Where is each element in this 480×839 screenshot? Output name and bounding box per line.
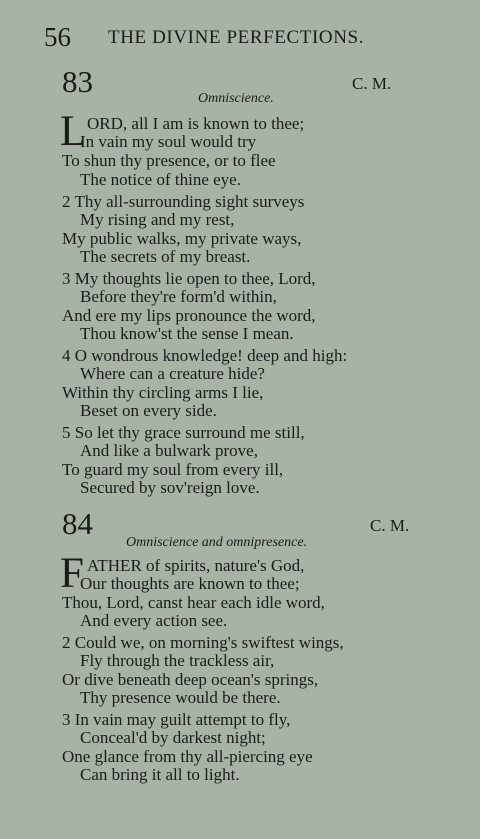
verse-line: Beset on every side. — [80, 401, 217, 420]
verse-line: 2 Thy all-surrounding sight surveys — [62, 192, 305, 211]
verse-line: Within thy circling arms I lie, — [62, 383, 264, 402]
verse-line: Our thoughts are known to thee; — [80, 574, 300, 593]
verse-line: To guard my soul from every ill, — [62, 460, 284, 479]
running-title: THE DIVINE PERFECTIONS. — [108, 27, 365, 48]
drop-cap: F — [60, 550, 84, 597]
verse-line: Thou, Lord, canst hear each idle word, — [62, 593, 325, 612]
hymn-meter: C. M. — [352, 74, 392, 93]
verse-line: And like a bulwark prove, — [80, 441, 258, 460]
verse-line: Thy presence would be there. — [80, 688, 281, 707]
verse-line: 3 In vain may guilt attempt to fly, — [62, 710, 291, 729]
verse-line: 5 So let thy grace surround me still, — [62, 423, 305, 442]
verse-line: The secrets of my breast. — [80, 247, 251, 266]
verse-line: 3 My thoughts lie open to thee, Lord, — [62, 269, 316, 288]
verse-line: Fly through the trackless air, — [80, 651, 275, 670]
hymn-meter: C. M. — [370, 516, 410, 535]
verse-line: Where can a creature hide? — [80, 364, 265, 383]
hymn-subtitle: Omniscience. — [198, 91, 274, 106]
verse-line: Or dive beneath deep ocean's springs, — [62, 670, 319, 689]
verse-line: 2 Could we, on morning's swiftest wings, — [62, 633, 344, 652]
hymn-number: 83 — [62, 64, 93, 99]
verse-line: One glance from thy all-piercing eye — [62, 747, 313, 766]
hymn-subtitle: Omniscience and omnipresence. — [126, 535, 308, 550]
verse-line: Thou know'st the sense I mean. — [80, 324, 294, 343]
verse-line: Secured by sov'reign love. — [80, 478, 260, 497]
hymn-number: 84 — [62, 506, 93, 541]
verse-line: 4 O wondrous knowledge! deep and high: — [62, 346, 348, 365]
verse-line: Conceal'd by darkest night; — [80, 728, 266, 747]
verse-line: Before they're form'd within, — [80, 287, 277, 306]
verse-line: The notice of thine eye. — [80, 170, 241, 189]
verse-line: My public walks, my private ways, — [62, 229, 302, 248]
drop-cap: L — [60, 108, 87, 155]
verse-line: To shun thy presence, or to flee — [62, 151, 276, 170]
verse-line: Can bring it all to light. — [80, 765, 240, 784]
verse-line: And ere my lips pronounce the word, — [62, 306, 316, 325]
verse-line: ORD, all I am is known to thee; — [87, 114, 305, 133]
page-number: 56 — [44, 22, 71, 52]
verse-line: ATHER of spirits, nature's God, — [87, 556, 305, 575]
verse-line: My rising and my rest, — [80, 210, 235, 229]
verse-line: And every action see. — [80, 611, 228, 630]
verse-line: In vain my soul would try — [80, 132, 257, 151]
